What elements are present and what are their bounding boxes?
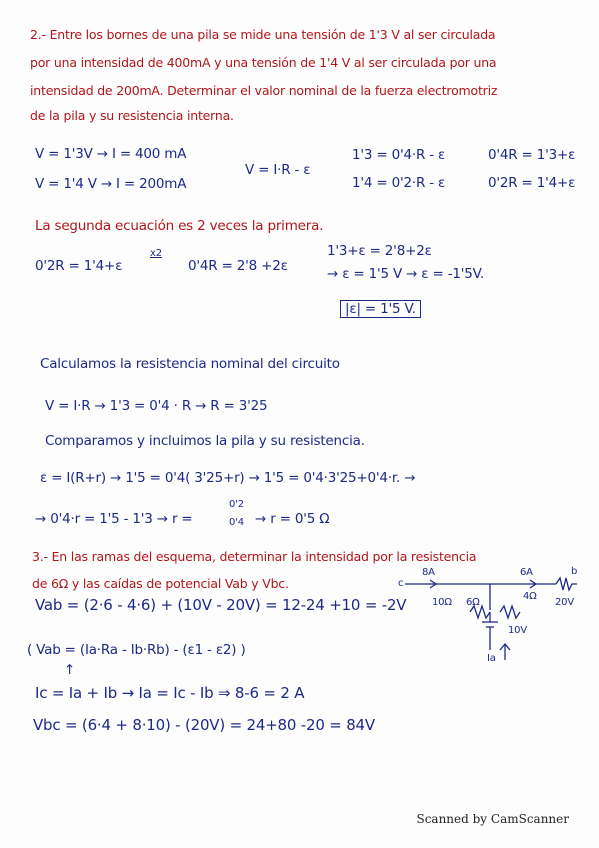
circuit-label-6ohm: 6Ω bbox=[466, 597, 480, 608]
circuit-label-b: b bbox=[571, 566, 578, 577]
note-line: La segunda ecuación es 2 veces la primera. bbox=[35, 218, 324, 234]
compare-line-2-pre: → 0'4·r = 1'5 - 1'3 → r = bbox=[35, 511, 193, 527]
vbc-line: Vbc = (6·4 + 8·10) - (20V) = 24+80 -20 = 84V bbox=[33, 716, 375, 734]
system-right-2: 0'2R = 1'4+ε bbox=[488, 175, 576, 191]
calc-line: V = I·R → 1'3 = 0'4 · R → R = 3'25 bbox=[45, 398, 268, 414]
data-line-2: V = 1'4 V → I = 200mA bbox=[35, 176, 187, 192]
system-eq-2: 1'4 = 0'2·R - ε bbox=[352, 175, 446, 191]
circuit-label-8a: 8A bbox=[422, 567, 435, 578]
result-emf-boxed: |ε| = 1'5 V. bbox=[340, 300, 421, 318]
x2-system-1: 1'3+ε = 2'8+2ε bbox=[327, 243, 432, 259]
fraction-denominator: 0'4 bbox=[229, 517, 244, 528]
formula: V = I·R - ε bbox=[245, 162, 311, 178]
x2-eq-right: 0'4R = 2'8 +2ε bbox=[188, 258, 288, 274]
system-eq-1: 1'3 = 0'4·R - ε bbox=[352, 147, 446, 163]
circuit-label-20v: 20V bbox=[555, 597, 574, 608]
x2-label: x2 bbox=[150, 248, 162, 259]
circuit-label-10v: 10V bbox=[508, 625, 527, 636]
circuit-label-10ohm: 10Ω bbox=[432, 597, 452, 608]
compare-line-1: ε = I(R+r) → 1'5 = 0'4( 3'25+r) → 1'5 = 0'4·3'25+0'4·r. → bbox=[40, 470, 416, 486]
problem2-statement-line2: por una intensidad de 400mA y una tensión de 1'4 V al ser circulada por una bbox=[30, 55, 497, 70]
circuit-label-4ohm: 4Ω bbox=[523, 591, 537, 602]
problem2-statement-line4: de la pila y su resistencia interna. bbox=[30, 108, 234, 123]
system-right-1: 0'4R = 1'3+ε bbox=[488, 147, 576, 163]
vab-general-line: ( Vab = (Ia·Ra - Ib·Rb) - (ε1 - ε2) ) bbox=[27, 642, 246, 658]
problem2-statement-line3: intensidad de 200mA. Determinar el valor nominal de la fuerza electromotriz bbox=[30, 83, 498, 98]
problem3-statement-line2: de 6Ω y las caídas de potencial Vab y Vbc. bbox=[32, 576, 289, 591]
up-arrow: ↑ bbox=[64, 662, 76, 678]
compare-heading: Comparamos y incluimos la pila y su resistencia. bbox=[45, 433, 365, 449]
x2-system-2: → ε = 1'5 V → ε = -1'5V. bbox=[327, 266, 485, 282]
fraction-numerator: 0'2 bbox=[229, 499, 244, 510]
problem3-statement-line1: 3.- En las ramas del esquema, determinar la intensidad por la resistencia bbox=[32, 549, 477, 564]
scanner-footer: Scanned by CamScanner bbox=[416, 812, 569, 826]
x2-eq-left: 0'2R = 1'4+ε bbox=[35, 258, 123, 274]
circuit-label-c: c bbox=[398, 578, 404, 589]
problem2-statement-line1: 2.- Entre los bornes de una pila se mide una tensión de 1'3 V al ser circulada bbox=[30, 27, 496, 42]
ic-line: Ic = Ia + Ib → Ia = Ic - Ib ⇒ 8-6 = 2 A bbox=[35, 684, 305, 702]
compare-line-2-post: → r = 0'5 Ω bbox=[255, 511, 330, 527]
circuit-label-6a: 6A bbox=[520, 567, 533, 578]
circuit-label-ia: Ia bbox=[487, 653, 496, 664]
calc-heading: Calculamos la resistencia nominal del circuito bbox=[40, 356, 340, 372]
data-line-1: V = 1'3V → I = 400 mA bbox=[35, 146, 187, 162]
vab-line: Vab = (2·6 - 4·6) + (10V - 20V) = 12-24 +10 = -2V bbox=[35, 596, 407, 614]
